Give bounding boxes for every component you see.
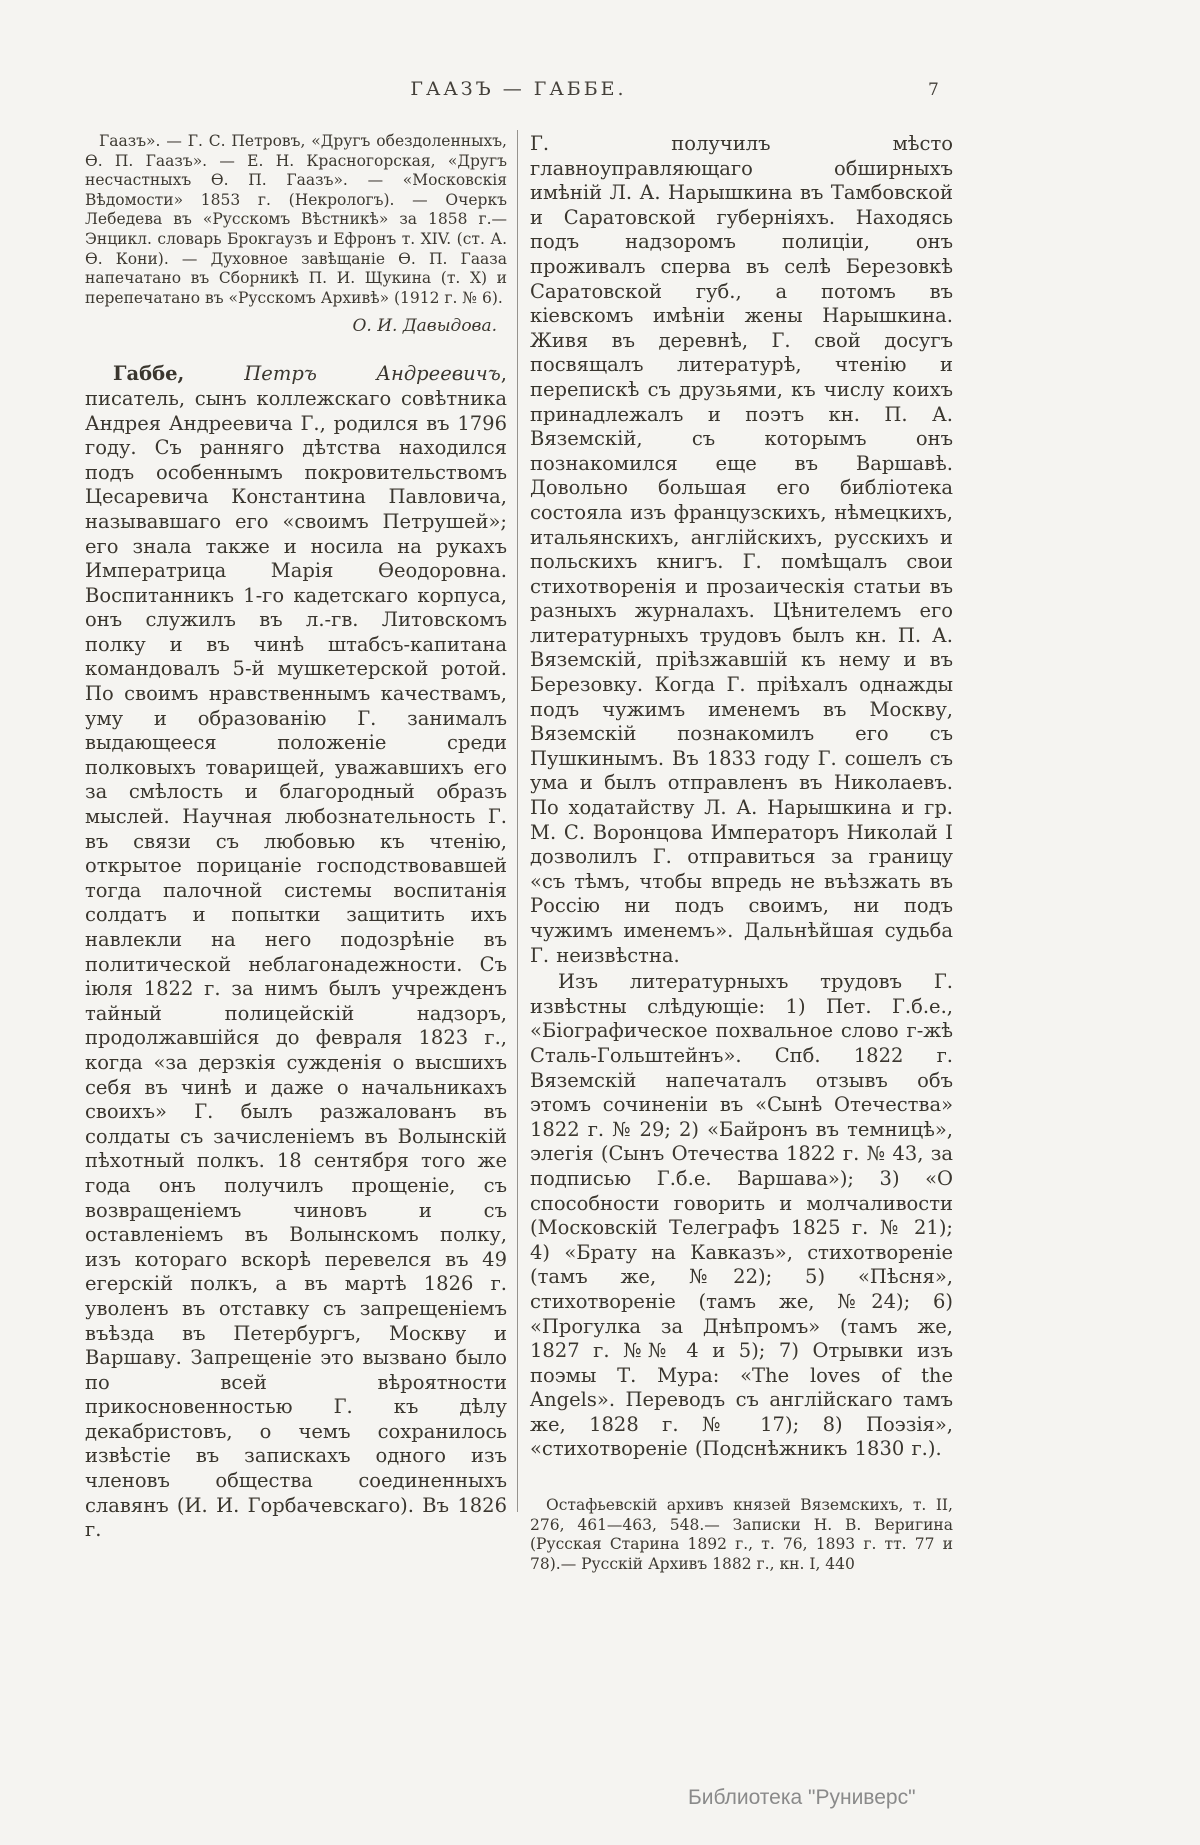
article-paragraph-works: Изъ литературныхъ трудовъ Г. извѣстны слѣдующіе: 1) Пет. Г.б.е., «Біографическое похвальное слово г-жѣ Сталь-Гольштейнъ». Спб. 1822 г. Вяземскій напечаталъ отзывъ объ этомъ сочиненіи въ «Сынѣ Отечества» 1822 г. № 29; 2) «Байронъ въ темницѣ», элегія (Сынъ Отечества 1822 г. № 43, за подписью Г.б.е. Варшава»); 3) «О способности говорить и молчаливости (Московскій Телеграфъ 1825 г. № 21); 4) «Брату на Кавказъ», стихотвореніе (тамъ же, №22); 5) «Пѣсня», стихотвореніе (тамъ же, №24); 6) «Прогулка за Днѣпромъ» (тамъ же, 1827 г. №№ 4 и 5); 7) Отрывки изъ поэмы Т. Мура: «The loves of the Angels». Переводъ съ англійскаго тамъ же, 1828 г. № 17); 8) Поэзія», «стихотвореніе (Подснѣжникъ 1830 г.). [530, 970, 953, 1461]
bibliography-note: Гаазъ». — Г. С. Петровъ, «Другъ обездоленныхъ, Ѳ. П. Гаазъ». — Е. Н. Красногорская, «Другъ несчастныхъ Ѳ. П. Гаазъ». — «Московскія Вѣдомости» 1853 г. (Некрологъ). — Очеркъ Лебедева въ «Русскомъ Вѣстникѣ» за 1858 г.— Энцикл. словарь Брокгаузъ и Ефронъ т. XIV. (ст. А. Ѳ. Кони). — Духовное завѣщаніе Ѳ. П. Гааза напечатано въ Сборникѣ П. И. Щукина (т. X) и перепечатано въ «Русскомъ Архивѣ» (1912 г. № 6). [85, 132, 507, 307]
page-number: 7 [928, 80, 939, 100]
article-paragraph-continuation: Г. получилъ мѣсто главноуправляющаго обширныхъ имѣній Л. А. Нарышкина въ Тамбовской и Саратовской губерніяхъ. Находясь подъ надзоромъ полиціи, онъ проживалъ сперва въ селѣ Березовкѣ Саратовской губ., а потомъ въ кіевскомъ имѣніи жены Нарышкина. Живя въ деревнѣ, Г. свой досугъ посвящалъ литературѣ, чтенію и перепискѣ съ друзьями, къ числу коихъ принадлежалъ и поэтъ кн. П. А. Вяземскій, съ которымъ онъ познакомился еще въ Варшавѣ. Довольно большая его библіотека состояла изъ французскихъ, нѣмецкихъ, итальянскихъ, англійскихъ, русскихъ и польскихъ книгъ. Г. помѣщалъ свои стихотворенія и прозаическія статьи въ разныхъ журналахъ. Цѣнителемъ его литературныхъ трудовъ былъ кн. П. А. Вяземскій, пріѣзжавшій къ нему и въ Березовку. Когда Г. пріѣхалъ однажды подъ чужимъ именемъ въ Москву, Вяземскій познакомилъ его съ Пушкинымъ. Въ 1833 году Г. сошелъ съ ума и былъ отправленъ въ Николаевъ. По ходатайству Л. А. Нарышкина и гр. М. С. Воронцова Императоръ Николай I дозволилъ Г. отправиться за границу «съ тѣмъ, чтобы впредь не въѣзжать въ Россію ни подъ своимъ, ни подъ чужимъ именемъ». Дальнѣйшая судьба Г. неизвѣстна. [530, 132, 953, 967]
running-title: ГААЗЪ — ГАББЕ. [410, 78, 627, 100]
library-watermark: Библиотека "Руниверс" [688, 1786, 916, 1809]
column-divider [517, 130, 518, 1512]
right-column [530, 132, 953, 1574]
author-signature: О. И. Давыдова. [352, 316, 497, 337]
article-paragraph-biography [85, 362, 507, 1543]
article-headword: Габбе, [113, 362, 245, 386]
article-person-name: Петръ Андреевичъ [244, 362, 501, 386]
references-note: Остафьевскій архивъ князей Вяземскихъ, т. II, 276, 461—463, 548.— Записки Н. В. Веригина (Русская Старина 1892 г., т. 76, 1893 г. тт. 77 и 78).— Русскій Архивъ 1882 г., кн. I, 440 [530, 1496, 953, 1573]
left-column [85, 132, 507, 1543]
article-text-left: , писатель, сынъ коллежскаго совѣтника Андрея Андреевича Г., родился въ 1796 году. Съ ранняго дѣтства находился подъ особеннымъ покровительствомъ Цесаревича Константина Павловича, называвшаго его «своимъ Петрушей»; его знала также и носила на рукахъ Императрица Марія Ѳеодоровна. Воспитанникъ 1-го кадетскаго корпуса, онъ служилъ въ л.-гв. Литовскомъ полку и въ чинѣ штабсъ-капитана командовалъ 5-й мушкетерской ротой. По своимъ нравственнымъ качествамъ, уму и образованію Г. занималъ выдающееся положеніе среди полковыхъ товарищей, уважавшихъ его за смѣлость и благородный образъ мыслей. Научная любознательность Г. въ связи съ любовью къ чтенію, открытое порицаніе господствовавшей тогда палочной системы воспитанія солдатъ и попытки защитить ихъ навлекли на него подозрѣніе въ политической неблагонадежности. Съ іюля 1822 г. за нимъ былъ учрежденъ тайный полицейскій надзоръ, продолжавшійся до февраля 1823 г., когда «за дерзкія сужденія о высшихъ себя въ чинѣ и даже о начальникахъ своихъ» Г. былъ разжалованъ въ солдаты съ зачисленіемъ въ Волынскій пѣхотный полкъ. 18 сентября того же года онъ получилъ прощеніе, съ возвращеніемъ чиновъ и съ оставленіемъ въ Волынскомъ полку, изъ котораго вскорѣ перевелся въ 49 егерскій полкъ, а въ мартѣ 1826 г. уволенъ въ отставку съ запрещеніемъ въѣзда въ Петербургъ, Москву и Варшаву. Запрещеніе это вызвано было по всей вѣроятности прикосновенностью Г. къ дѣлу декабристовъ, о чемъ сохранилось извѣстіе въ запискахъ одного изъ членовъ общества соединенныхъ славянъ (И. И. Горбачевскаго). Въ 1826 г. [85, 362, 507, 1542]
